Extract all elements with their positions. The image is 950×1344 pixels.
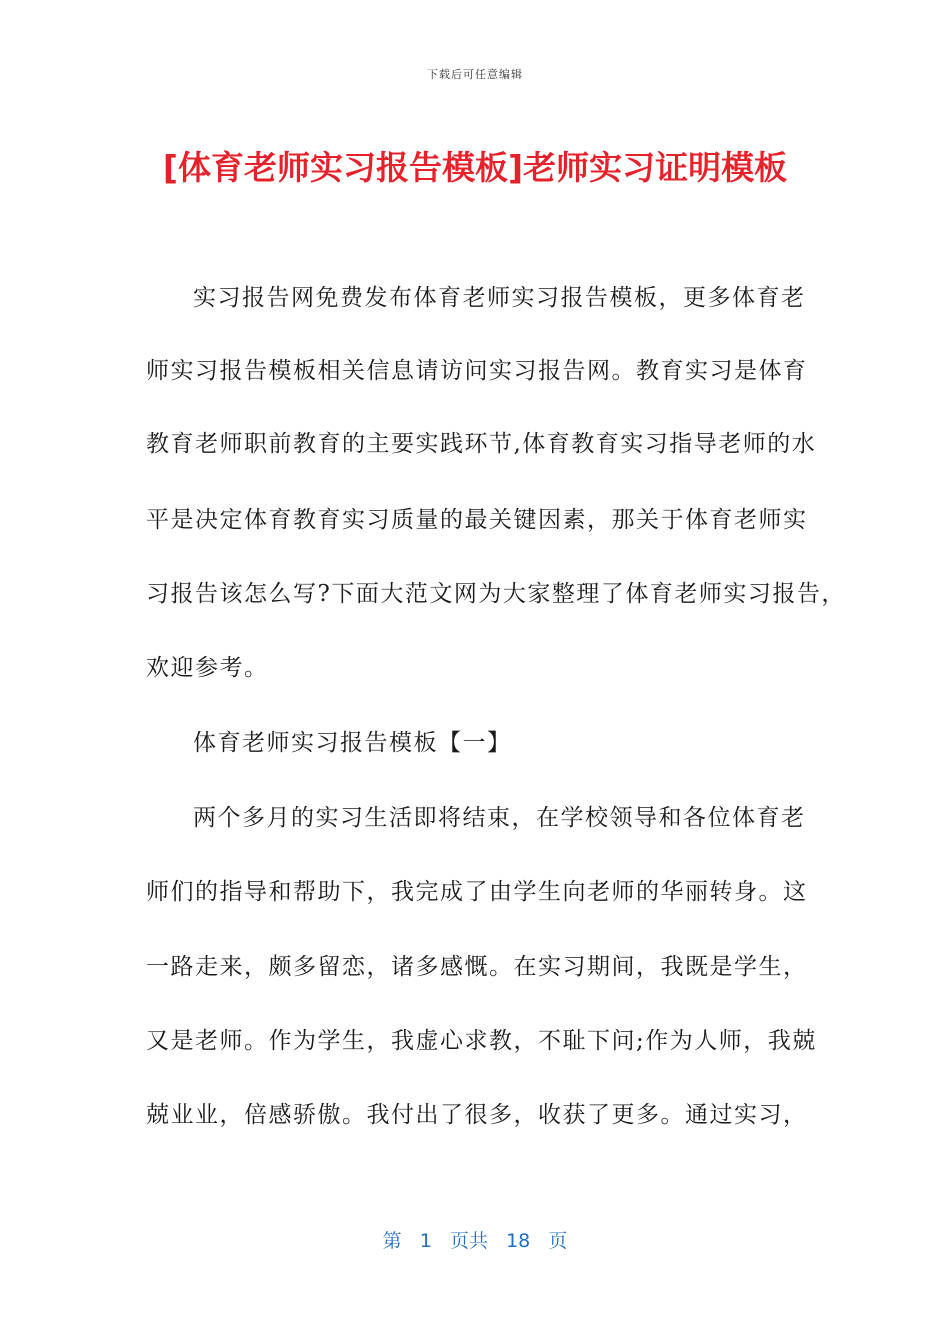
document-title: [体育老师实习报告模板]老师实习证明模板: [162, 148, 788, 187]
body-line: 习报告该怎么写?下面大范文网为大家整理了体育老师实习报告，: [146, 581, 846, 607]
body-line: 欢迎参考。: [146, 655, 269, 681]
body-line: 两个多月的实习生活即将结束，在学校领导和各位体育老: [193, 805, 806, 831]
page-prefix: 第: [382, 1230, 402, 1252]
body-line: 实习报告网免费发布体育老师实习报告模板，更多体育老: [193, 285, 806, 311]
body-line: 师实习报告模板相关信息请访问实习报告网。教育实习是体育: [146, 358, 808, 384]
body-line: 教育老师职前教育的主要实践环节,体育教育实习指导老师的水: [146, 431, 817, 457]
page-total: 18: [506, 1230, 531, 1252]
body-line: 一路走来，颇多留恋，诸多感慨。在实习期间，我既是学生，: [146, 954, 808, 980]
page-current: 1: [419, 1230, 432, 1252]
body-line: 又是老师。作为学生，我虚心求教，不耻下问;作为人师，我兢: [146, 1028, 817, 1054]
header-note: 下载后可任意编辑: [427, 68, 523, 81]
body-line: 平是决定体育教育实习质量的最关键因素，那关于体育老师实: [146, 507, 808, 533]
section-heading: 体育老师实习报告模板【一】: [193, 730, 512, 756]
body-line: 兢业业，倍感骄傲。我付出了很多，收获了更多。通过实习，: [146, 1102, 808, 1128]
page-middle: 页共: [449, 1230, 488, 1252]
body-line: 师们的指导和帮助下，我完成了由学生向老师的华丽转身。这: [146, 879, 808, 905]
page-suffix: 页: [548, 1230, 568, 1252]
page-footer: [0, 1226, 950, 1253]
